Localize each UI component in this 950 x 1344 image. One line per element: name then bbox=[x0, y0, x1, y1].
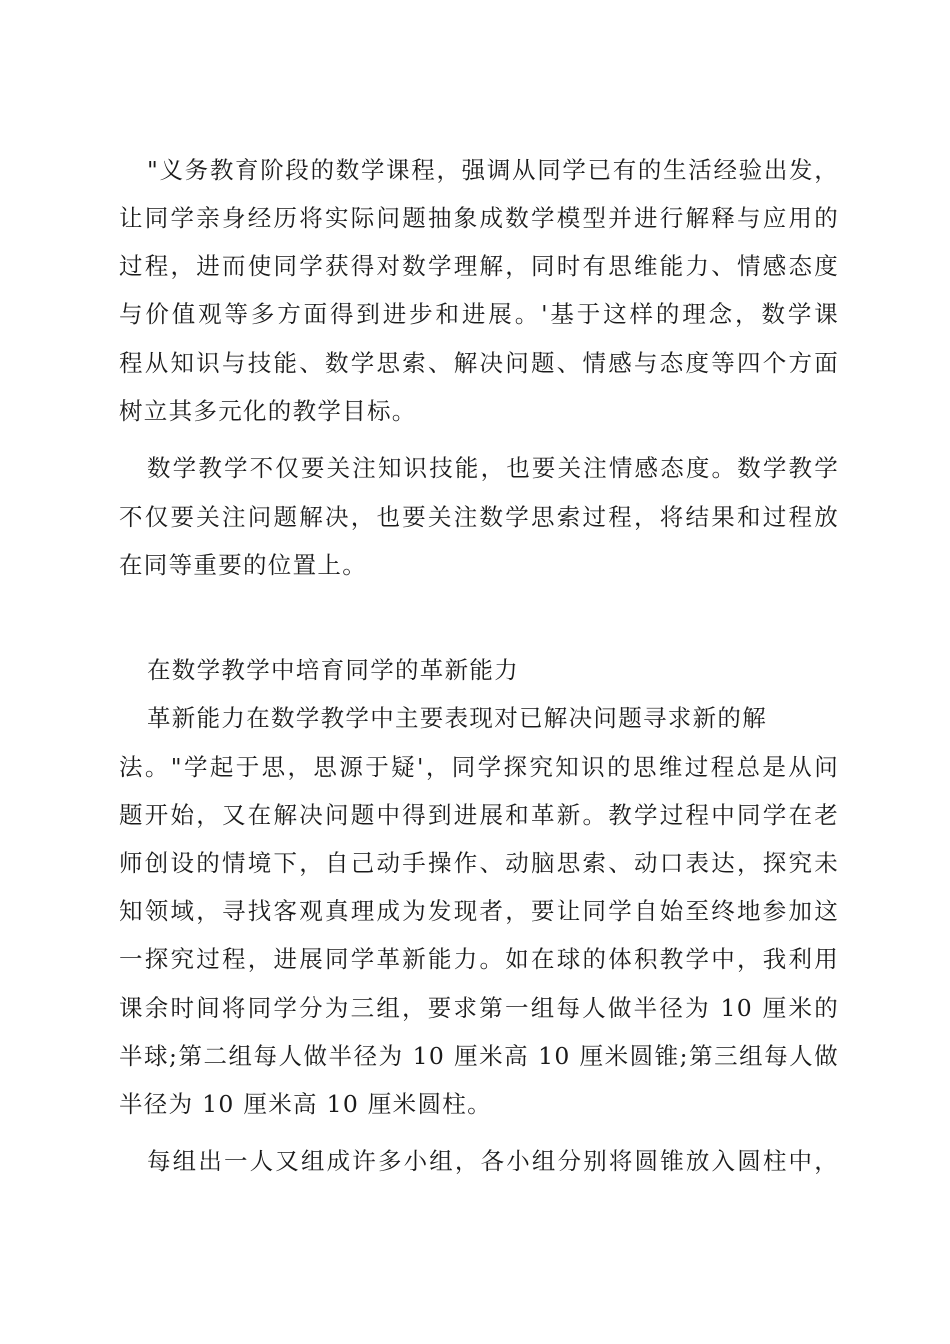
paragraph-1-line-5: 程从知识与技能、数学思索、解决问题、情感与态度等四个方面 bbox=[119, 349, 839, 377]
paragraph-2-line-1: 数学教学不仅要关注知识技能，也要关注情感态度。数学教学 bbox=[147, 454, 839, 482]
paragraph-4-line-1: 每组出一人又组成许多小组，各小组分别将圆锥放入圆柱中， bbox=[147, 1147, 839, 1175]
paragraph-3-line-1: 革新能力在数学教学中主要表现对已解决问题寻求新的解 bbox=[147, 704, 767, 732]
paragraph-3-line-4: 师创设的情境下，自己动手操作、动脑思索、动口表达，探究未 bbox=[119, 849, 839, 877]
paragraph-2-line-3: 在同等重要的位置上。 bbox=[119, 551, 367, 579]
paragraph-3-line-5: 知领域，寻找客观真理成为发现者，要让同学自始至终地参加这 bbox=[119, 897, 839, 925]
paragraph-1-line-6: 树立其多元化的教学目标。 bbox=[119, 397, 417, 425]
section-heading: 在数学教学中培育同学的革新能力 bbox=[147, 656, 519, 684]
paragraph-3-line-6: 一探究过程，进展同学革新能力。如在球的体积教学中，我利用 bbox=[119, 945, 839, 973]
paragraph-3-line-2: 法。"学起于思，思源于疑'，同学探究知识的思维过程总是从问 bbox=[119, 753, 839, 781]
paragraph-1-line-1: "义务教育阶段的数学课程，强调从同学已有的生活经验出发， bbox=[147, 156, 839, 184]
paragraph-3-line-3: 题开始，又在解决问题中得到进展和革新。教学过程中同学在老 bbox=[119, 801, 839, 829]
paragraph-3-line-8: 半球;第二组每人做半径为 10 厘米高 10 厘米圆锥;第三组每人做 bbox=[119, 1042, 839, 1070]
document-body bbox=[119, 0, 839, 1344]
paragraph-1-line-3: 过程，进而使同学获得对数学理解，同时有思维能力、情感态度 bbox=[119, 252, 839, 280]
paragraph-2-line-2: 不仅要关注问题解决，也要关注数学思索过程，将结果和过程放 bbox=[119, 503, 839, 531]
paragraph-3-line-7: 课余时间将同学分为三组，要求第一组每人做半径为 10 厘米的 bbox=[119, 994, 839, 1022]
paragraph-3-line-9: 半径为 10 厘米高 10 厘米圆柱。 bbox=[119, 1090, 492, 1118]
paragraph-1-line-2: 让同学亲身经历将实际问题抽象成数学模型并进行解释与应用的 bbox=[119, 204, 839, 232]
paragraph-1-line-4: 与价值观等多方面得到进步和进展。'基于这样的理念，数学课 bbox=[119, 300, 839, 328]
